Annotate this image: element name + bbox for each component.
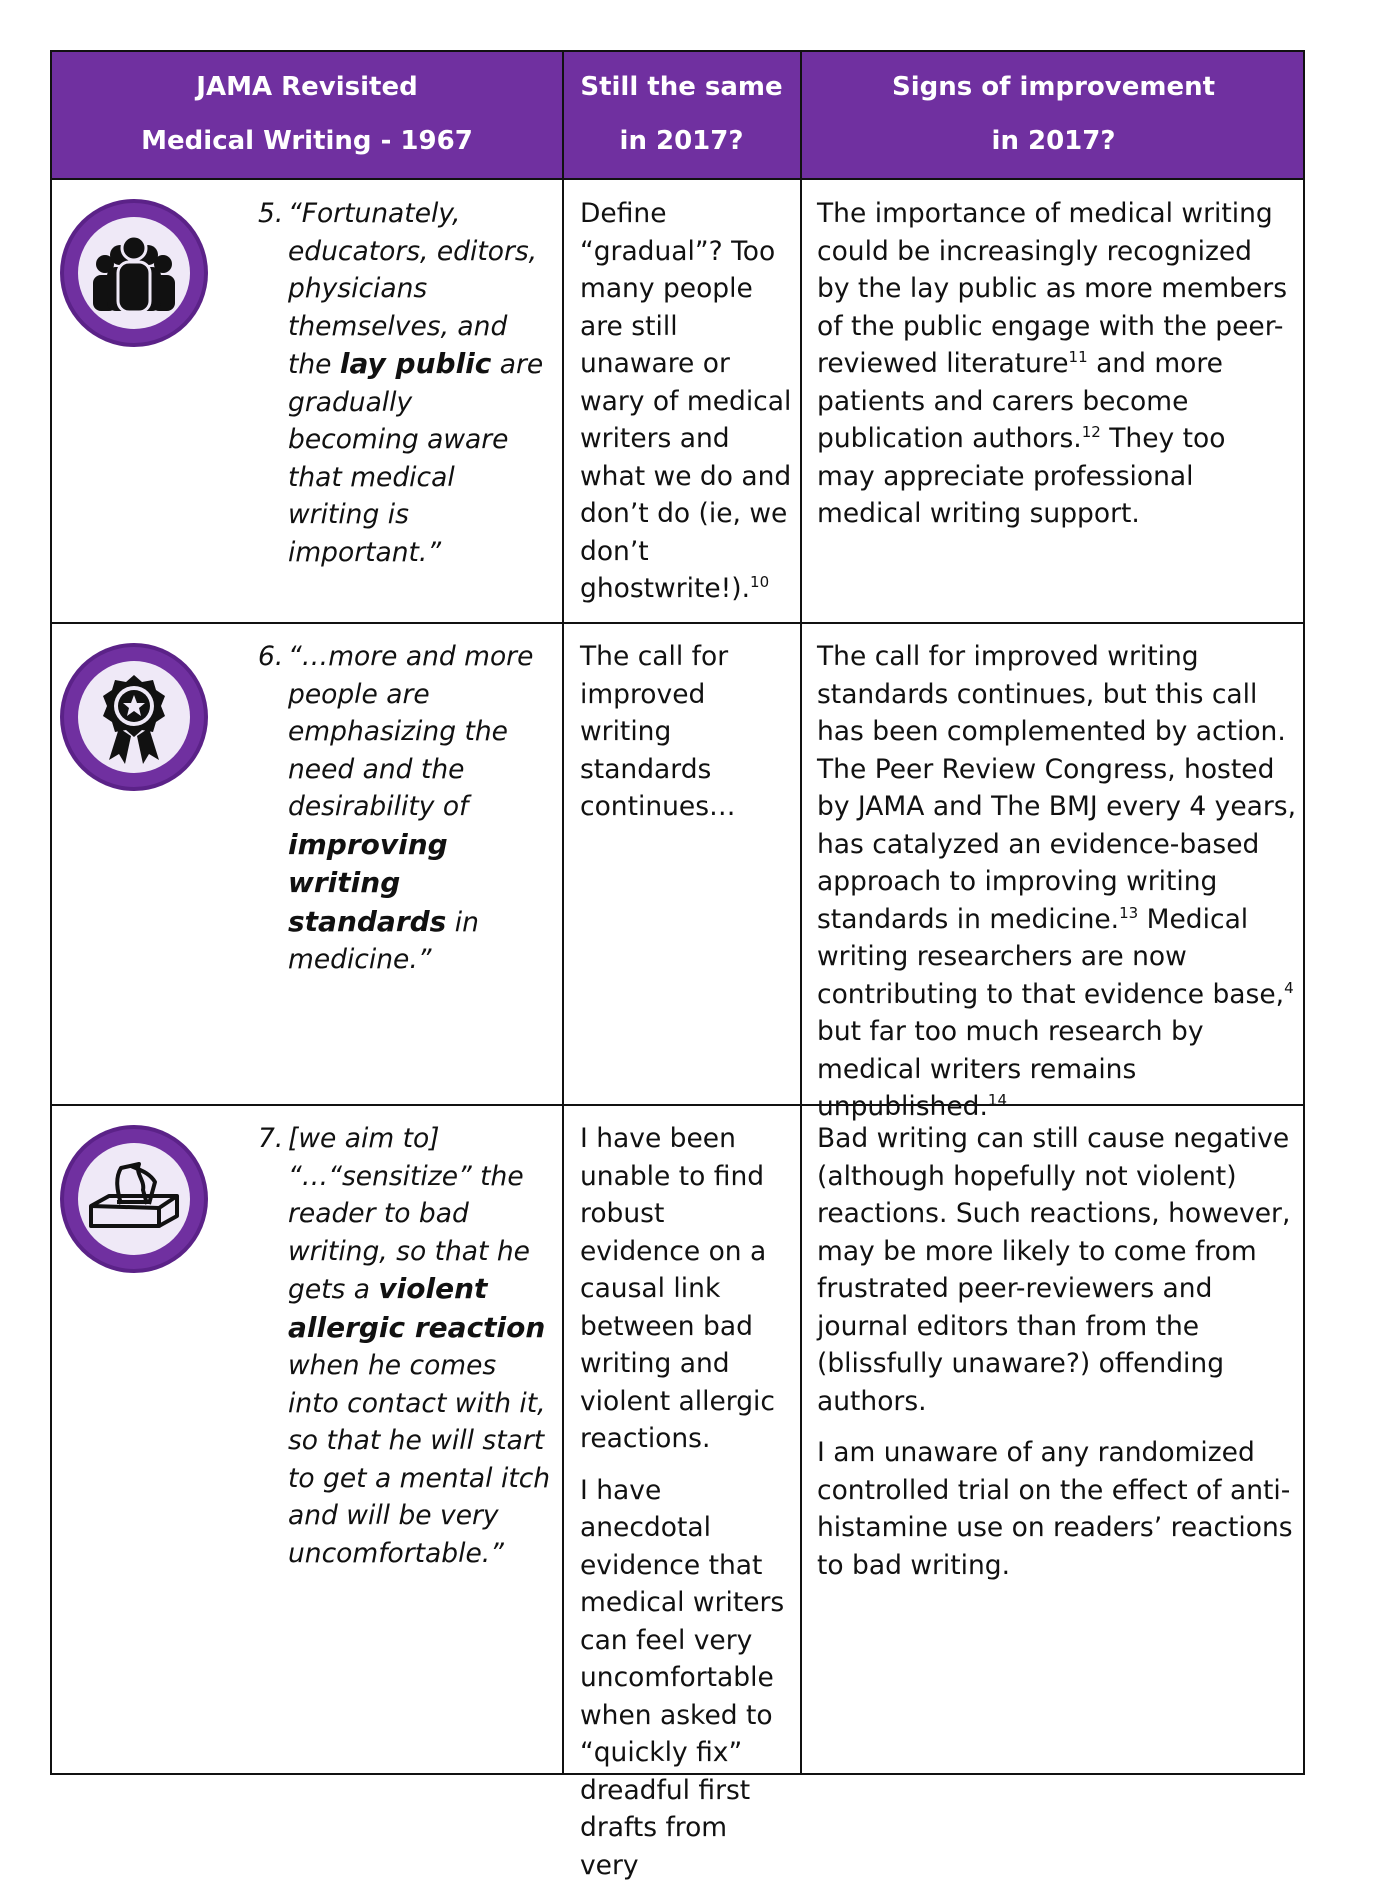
improve-cell-5 bbox=[817, 195, 1287, 533]
improve-text: They too may appreciate professional medical writing support. bbox=[817, 423, 1225, 529]
header-col-improvement-line1: Signs of improvement bbox=[802, 60, 1305, 114]
header-col-same-line1: Still the same bbox=[563, 60, 800, 114]
comparison-table bbox=[50, 50, 1305, 1775]
header-col-1967-line1: JAMA Revisited bbox=[52, 60, 562, 114]
quote-7 bbox=[288, 1120, 553, 1572]
improve-text: and more patients and carers become publication authors. bbox=[817, 348, 1223, 454]
people-group-icon bbox=[59, 198, 209, 348]
header-col-1967-line2: Medical Writing - 1967 bbox=[52, 114, 562, 168]
quote-number: 6. bbox=[258, 638, 283, 676]
same-text: The call for improved writing standards continues… bbox=[580, 638, 792, 826]
quote-text: [we aim to] “…“sensitize” the reader to bad writing, so that he gets a bbox=[288, 1123, 530, 1305]
reference-mark: 13 bbox=[1119, 904, 1138, 922]
header-col-1967 bbox=[52, 52, 562, 178]
improve-text: I am unaware of any randomized controlled trial on the effect of anti-histamine use on readers’ reactions to bad writing. bbox=[817, 1434, 1297, 1584]
quote-text: are gradually becoming aware that medical writing is important.” bbox=[288, 349, 543, 568]
reference-mark: 10 bbox=[750, 573, 769, 591]
quote-6 bbox=[288, 638, 553, 979]
same-text: I have anecdotal evidence that medical writers can feel very uncomfortable when asked to “quickly fix” dreadful first drafts from very bbox=[580, 1472, 792, 1884]
reference-mark: 14 bbox=[988, 1091, 1007, 1109]
reference-mark: 11 bbox=[1069, 348, 1088, 366]
tissue-box-icon bbox=[59, 1124, 209, 1274]
quote-number: 5. bbox=[258, 195, 283, 233]
quote-text: in medicine.” bbox=[288, 907, 479, 976]
same-cell-6 bbox=[580, 638, 792, 826]
same-text: I have been unable to find robust evidence on a causal link between bad writing and violent allergic reactions. bbox=[580, 1120, 792, 1458]
reference-mark: 4 bbox=[1284, 979, 1294, 997]
award-ribbon-icon bbox=[59, 642, 209, 792]
same-text: Define “gradual”? Too many people are still unaware or wary of medical writers and what we do and don’t do (ie, we don’t ghostwrite!). bbox=[580, 198, 791, 604]
improve-text: Bad writing can still cause negative (although hopefully not violent) reactions. Such reactions, however, may be more likely to come from frustrated peer-reviewers and journal editors than from the (blissfully unaware?) offending authors. bbox=[817, 1120, 1297, 1420]
quote-emphasis: improving writing standards bbox=[288, 828, 448, 938]
improve-text: The importance of medical writing could be increasingly recognized by the lay public as more members of the public engage with the peer-reviewed literature bbox=[817, 198, 1287, 379]
header-col-same-line2: in 2017? bbox=[563, 114, 800, 168]
quote-text: “Fortunately, educators, editors, physicians themselves, and the bbox=[288, 198, 537, 380]
quote-number: 7. bbox=[258, 1120, 283, 1158]
header-col-improvement-line2: in 2017? bbox=[802, 114, 1305, 168]
improve-text: The call for improved writing standards continues, but this call has been complemented by action. The Peer Review Congress, hosted by JAMA and The BMJ every 4 years, has catalyzed an evidence-based approach to improving writing standards in medicine. bbox=[817, 641, 1296, 935]
quote-emphasis: lay public bbox=[340, 347, 491, 380]
column-divider bbox=[800, 52, 802, 1773]
row-divider bbox=[52, 178, 1303, 180]
improve-cell-7 bbox=[817, 1120, 1297, 1584]
same-cell-5 bbox=[580, 195, 792, 608]
column-divider bbox=[562, 52, 564, 1773]
quote-text: “…more and more people are emphasizing the need and the desirability of bbox=[288, 641, 533, 822]
improve-cell-6 bbox=[817, 638, 1297, 1126]
quote-5 bbox=[288, 195, 548, 571]
improve-text: Medical writing researchers are now contributing to that evidence base, bbox=[817, 904, 1284, 1010]
header-col-same bbox=[563, 52, 800, 178]
quote-text: when he comes into contact with it, so that he will start to get a mental itch and will be very uncomfortable.” bbox=[288, 1350, 550, 1569]
improve-text: but far too much research by medical writers remains unpublished. bbox=[817, 1016, 1204, 1122]
header-col-improvement bbox=[802, 52, 1305, 178]
quote-emphasis: violent allergic reaction bbox=[288, 1272, 545, 1344]
reference-mark: 12 bbox=[1082, 423, 1101, 441]
row-divider bbox=[52, 622, 1303, 624]
same-cell-7 bbox=[580, 1120, 792, 1884]
